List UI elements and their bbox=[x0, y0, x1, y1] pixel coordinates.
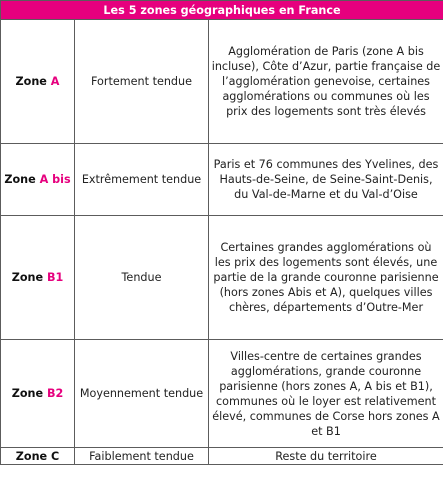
zone-prefix: Zone bbox=[11, 387, 47, 400]
zone-prefix: Zone bbox=[11, 271, 47, 284]
zone-label bbox=[1, 20, 75, 144]
table-row bbox=[1, 340, 443, 448]
zone-prefix: Zone bbox=[15, 75, 51, 88]
table-row bbox=[1, 144, 443, 216]
zone-label bbox=[1, 340, 75, 448]
zone-description: Villes-centre de certaines grandes agglomérations, grande couronne parisienne (hors zones A, A bis et B1), communes où le loyer est relativement élevé, communes de Corse hors zones A et B1 bbox=[209, 340, 443, 448]
table-row bbox=[1, 448, 443, 465]
zone-label bbox=[1, 216, 75, 340]
zone-code: B1 bbox=[46, 271, 64, 284]
zone-code: A bis bbox=[39, 173, 71, 186]
zone-description: Paris et 76 communes des Yvelines, des Hauts-de-Seine, de Seine-Saint-Denis, du Val-de-Marne et du Val-d’Oise bbox=[209, 144, 443, 216]
tension-level: Fortement tendue bbox=[75, 20, 209, 144]
zone-description: Agglomération de Paris (zone A bis incluse), Côte d’Azur, partie française de l’agglomération genevoise, certaines agglomérations ou communes où les prix des logements sont très élevés bbox=[209, 20, 443, 144]
zone-description: Reste du territoire bbox=[209, 448, 443, 465]
zone-prefix: Zone C bbox=[15, 449, 60, 463]
tension-level: Moyennement tendue bbox=[75, 340, 209, 448]
zone-description: Certaines grandes agglomérations où les prix des logements sont élevés, une partie de la grande couronne parisienne (hors zones Abis et A), quelques villes chères, départements d’Outre-Mer bbox=[209, 216, 443, 340]
tension-level: Tendue bbox=[75, 216, 209, 340]
title-row bbox=[1, 1, 443, 20]
tension-level: Extrêmement tendue bbox=[75, 144, 209, 216]
table-row bbox=[1, 20, 443, 144]
zone-prefix: Zone bbox=[4, 173, 40, 186]
table-title: Les 5 zones géographiques en France bbox=[1, 1, 443, 20]
table-row bbox=[1, 216, 443, 340]
zone-label bbox=[1, 448, 75, 465]
zone-label bbox=[1, 144, 75, 216]
zone-code: B2 bbox=[46, 387, 64, 400]
zone-code: A bbox=[50, 75, 60, 88]
tension-level: Faiblement tendue bbox=[75, 448, 209, 465]
